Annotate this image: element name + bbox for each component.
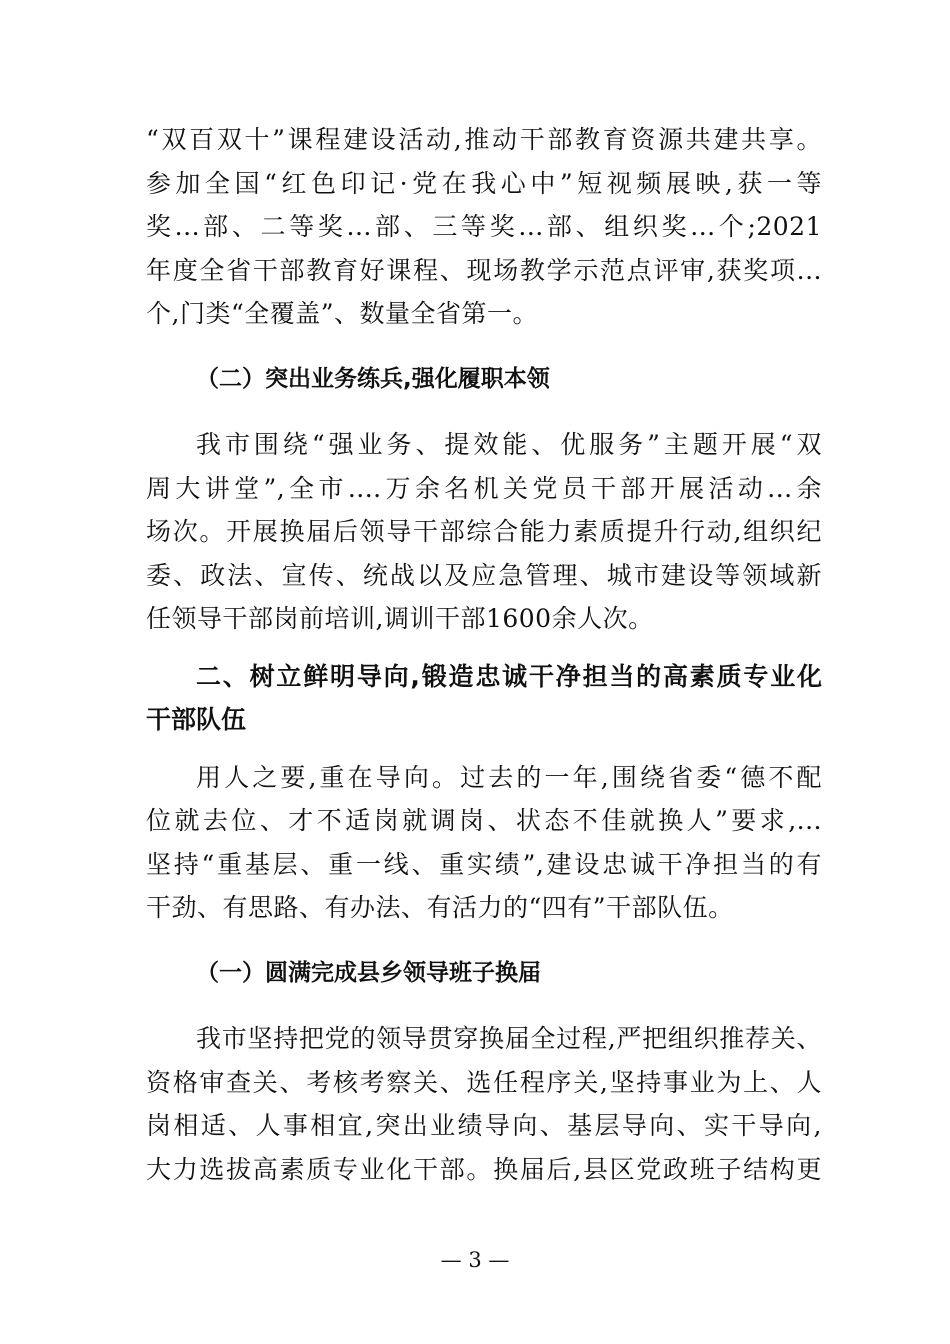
text-line: 我市坚持把党的领导贯穿换届全过程,严把组织推荐关、 (196, 1024, 822, 1053)
text-line: “双百双十”课程建设活动,推动干部教育资源共建共享。 (146, 125, 822, 154)
text-line: 坚持“重基层、重一线、重实绩”,建设忠诚干净担当的有 (146, 849, 822, 879)
paragraph (146, 1017, 822, 1191)
heading-line: 干部队伍 (146, 705, 247, 734)
paragraph (146, 756, 822, 930)
text-line: 参加全国“红色印记·党在我心中”短视频展映,获一等 (146, 168, 822, 198)
page-number: — 3 — (440, 1248, 510, 1272)
text-line: 资格审查关、考核考察关、选任程序关,坚持事业为上、人 (146, 1067, 822, 1097)
section-subheading: （一）圆满完成县乡领导班子换届 (196, 959, 541, 986)
paragraph (146, 118, 822, 336)
section-heading (146, 655, 822, 742)
text-line: 委、政法、宣传、统战以及应急管理、城市建设等领域新 (146, 560, 822, 590)
section-subheading: （二）突出业务练兵,强化履职本领 (196, 365, 550, 392)
text-line: 场次。开展换届后领导干部综合能力素质提升行动,组织纪 (146, 517, 822, 546)
text-line: 岗相适、人事相宜,突出业绩导向、基层导向、实干导向, (146, 1111, 822, 1140)
text-line: 年度全省干部教育好课程、现场教学示范点评审,获奖项... (146, 255, 822, 285)
text-line: 奖...部、二等奖...部、三等奖...部、组织奖...个;2021 (146, 212, 822, 241)
text-line: 任领导干部岗前培训,调训干部1600余人次。 (146, 604, 654, 633)
text-line: 我市围绕“强业务、提效能、优服务”主题开展“双 (196, 430, 822, 459)
text-line: 干劲、有思路、有办法、有活力的“四有”干部队伍。 (146, 893, 734, 922)
document-page (146, 118, 822, 1191)
text-line: 周大讲堂”,全市....万余名机关党员干部开展活动...余 (146, 473, 822, 503)
text-line: 大力选拔高素质专业化干部。换届后,县区党政班子结构更 (146, 1154, 822, 1184)
text-line: 位就去位、才不适岗就调岗、状态不佳就换人”要求,... (146, 806, 822, 835)
text-line: 用人之要,重在导向。过去的一年,围绕省委“德不配 (196, 762, 822, 792)
paragraph (146, 423, 822, 641)
text-line: 个,门类“全覆盖”、数量全省第一。 (146, 299, 539, 328)
heading-line: 二、树立鲜明导向,锻造忠诚干净担当的高素质专业化 (196, 661, 822, 691)
